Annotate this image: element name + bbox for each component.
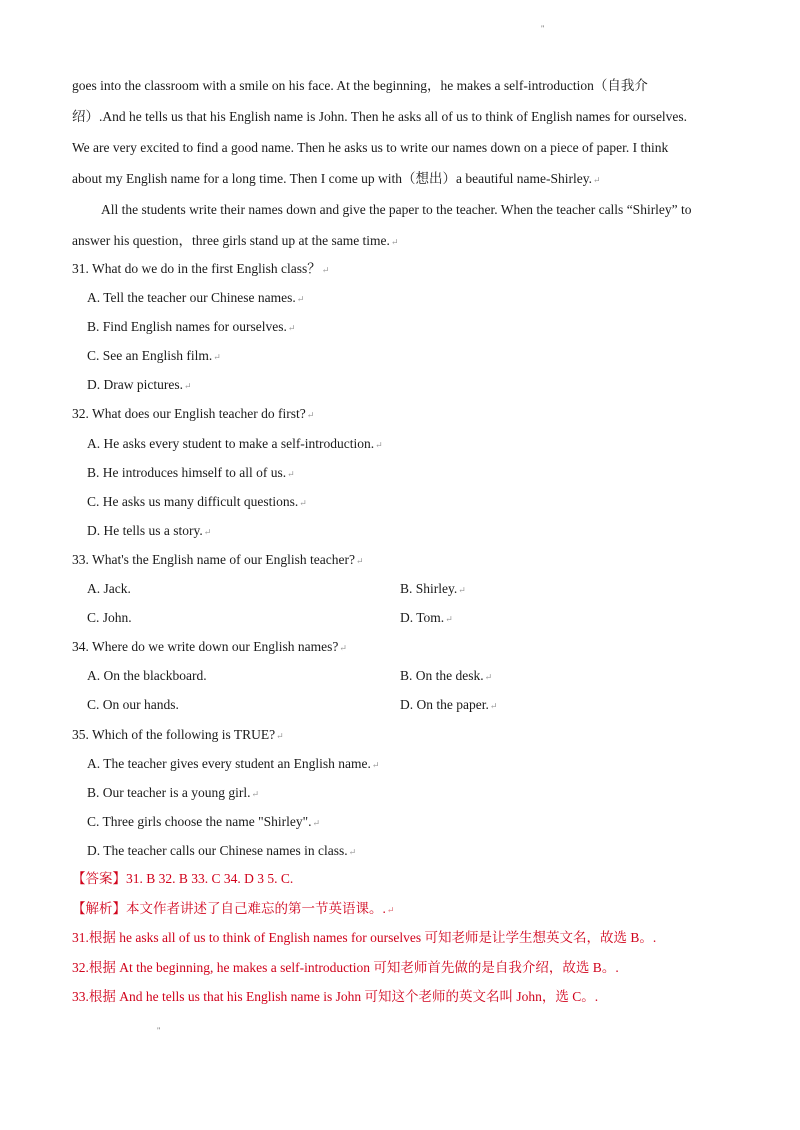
answer-section [72,866,752,1014]
option-text: C. He asks us many difficult questions. [87,493,299,509]
page-mark-top: " [541,24,545,33]
paragraph-mark-icon: ↵ [299,497,307,508]
question-option-row [72,605,732,634]
answer-explanation: 33.根据 And he tells us that his English name is John 可知这个老师的英文名叫 John，选 C。. [72,989,599,1005]
option-text: A. Tell the teacher our Chinese names. [87,290,296,306]
option-text: D. Draw pictures. [87,377,183,393]
analysis-text: 【解析】本文作者讲述了自己难忘的第一节英语课。. [72,900,386,916]
question-option [72,285,732,314]
question-stem [72,256,732,285]
paragraph-mark-icon: ↵ [321,265,330,275]
question-option [72,518,732,547]
option-text: C. John. [87,610,132,626]
question-option [72,372,732,401]
paragraph-mark-icon: ↵ [287,468,295,479]
passage-line-text: answer his question，three girls stand up at the same time. [72,233,390,248]
question-option [72,809,732,838]
passage-line: We are very excited to find a good name. Then he asks us to write our names down on a piece of paper. I think [72,140,669,155]
paragraph-mark-icon: ↵ [306,410,315,421]
question-text: 31. What do we do in the first English class？ [72,261,321,276]
paragraph-mark-icon: ↵ [375,439,383,450]
option-text: A. On the blackboard. [87,668,207,684]
question-stem [72,547,732,576]
paragraph-mark-icon: ↵ [445,614,453,625]
option-second-column [400,692,497,719]
option-text: A. The teacher gives every student an English name. [87,755,371,771]
question-option [72,431,732,460]
question-text: 32. What does our English teacher do first? [72,406,306,422]
question-option-row [72,663,732,692]
question-stem [72,634,732,663]
paragraph-mark-icon: ↵ [458,585,466,596]
question-option-row [72,692,732,721]
option-text: C. Three girls choose the name "Shirley". [87,813,312,829]
paragraph-mark-icon: ↵ [484,672,493,683]
question-option [72,780,732,809]
option-second-column [400,605,453,632]
question-option [72,838,732,867]
paragraph-mark-icon: ↵ [489,701,498,712]
option-text: A. He asks every student to make a self-introduction. [87,435,375,451]
paragraph-mark-icon: ↵ [371,759,380,770]
question-option-row [72,576,732,605]
paragraph-mark-icon: ↵ [312,817,321,828]
option-text: B. On the desk. [400,668,484,684]
question-option [72,489,732,518]
option-text: B. Our teacher is a young girl. [87,784,251,800]
paragraph-mark-icon: ↵ [213,352,221,363]
paragraph-mark-icon: ↵ [348,846,357,857]
question-option [72,460,732,489]
question-text: 35. Which of the following is TRUE? [72,726,276,742]
reading-passage [72,72,732,258]
option-second-column [400,663,492,690]
question-list [72,256,732,867]
passage-line: 绍）.And he tells us that his English name is John. Then he asks all of us to think of English names for ourselves. [72,109,688,124]
question-stem [72,722,732,751]
option-second-column [400,576,466,603]
answer-explanation: 31.根据 he asks all of us to think of English names for ourselves 可知老师是让学生想英文名，故选 B。. [72,930,657,946]
option-text: C. See an English film. [87,348,213,364]
option-text: C. On our hands. [87,697,179,713]
option-text: D. On the paper. [400,697,489,713]
option-text: D. The teacher calls our Chinese names in class. [87,842,348,858]
option-text: B. Find English names for ourselves. [87,319,287,335]
option-text: D. Tom. [400,610,445,626]
answer-analysis [72,896,752,926]
passage-line [72,227,732,258]
paragraph-mark-icon: ↵ [386,904,395,915]
passage-line: goes into the classroom with a smile on his face. At the beginning，he makes a self-introduction（自我介 [72,78,648,93]
option-text: B. Shirley. [400,581,458,597]
paragraph-mark-icon: ↵ [251,788,260,799]
answer-explanation: 32.根据 At the beginning, he makes a self-introduction 可知老师首先做的是自我介绍，故选 B。. [72,959,619,975]
option-text: D. He tells us a story. [87,522,203,538]
answer-key: 【答案】31. B 32. B 33. C 34. D 3 5. C. [72,871,294,886]
paragraph-mark-icon: ↵ [390,237,399,247]
paragraph-mark-icon: ↵ [296,294,305,305]
question-stem [72,401,732,430]
passage-line-text: about my English name for a long time. Then I come up with（想出）a beautiful name-Shirley. [72,171,593,186]
paragraph-mark-icon: ↵ [183,381,192,392]
passage-line [72,165,732,196]
paragraph-mark-icon: ↵ [339,643,347,654]
passage-line: All the students write their names down and give the paper to the teacher. When the teacher calls “Shirley” to [101,202,692,217]
question-text: 33. What's the English name of our English teacher? [72,551,355,567]
question-option [72,314,732,343]
question-text: 34. Where do we write down our English names? [72,639,339,655]
question-option [72,343,732,372]
paragraph-mark-icon: ↵ [203,526,212,537]
paragraph-mark-icon: ↵ [355,555,364,566]
paragraph-mark-icon: ↵ [593,175,601,185]
question-option [72,751,732,780]
option-text: B. He introduces himself to all of us. [87,464,287,480]
option-text: A. Jack. [87,581,131,597]
page-mark-bottom: " [157,1026,161,1035]
paragraph-mark-icon: ↵ [287,323,296,334]
paragraph-mark-icon: ↵ [276,730,284,741]
